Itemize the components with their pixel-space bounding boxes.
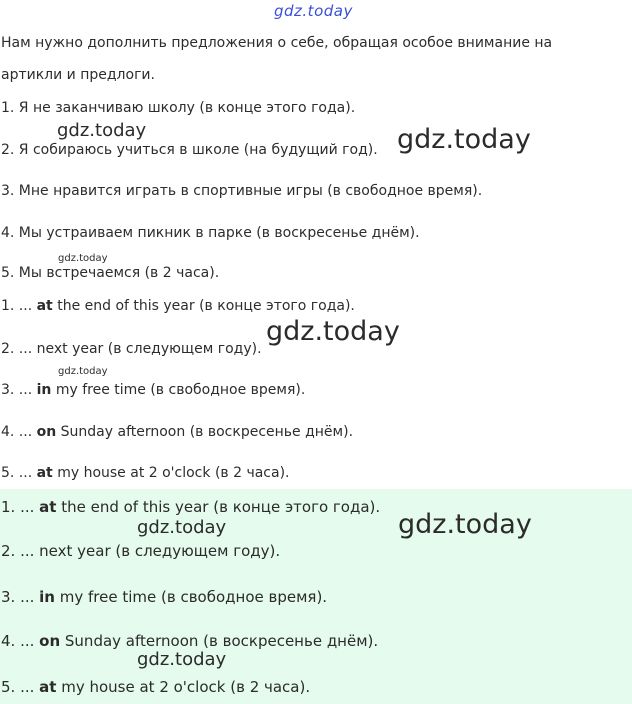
watermark-top: gdz.today: [274, 2, 353, 20]
sentence-3: 3. Мне нравится играть в спортивные игры (в свободное время).: [1, 183, 483, 199]
answer-box-item-2: 2. ... next year (в следующем году).: [1, 542, 281, 560]
watermark-mid-2: gdz.today: [137, 517, 227, 538]
sentence-1: 1. Я не заканчиваю школу (в конце этого года).: [1, 100, 356, 116]
answer-box-item-4: 4. ... on Sunday afternoon (в воскресенье днём).: [1, 632, 379, 650]
sentence-2: 2. Я собираюсь учиться в школе (на будущий год).: [1, 142, 378, 158]
watermark-big-2: gdz.today: [266, 316, 400, 347]
sentence-4: 4. Мы устраиваем пикник в парке (в воскресенье днём).: [1, 225, 420, 241]
watermark-small-1: gdz.today: [58, 253, 108, 264]
sentence-5: 5. Мы встречаемся (в 2 часа).: [1, 265, 220, 281]
answer-box-item-5: 5. ... at my house at 2 o'clock (в 2 часа).: [1, 678, 311, 696]
answer-box: [0, 489, 632, 704]
answer-1: 1. ... at the end of this year (в конце этого года).: [1, 298, 355, 314]
watermark-small-2: gdz.today: [58, 366, 108, 377]
intro-line-2: артикли и предлоги.: [1, 67, 155, 83]
answer-2: 2. ... next year (в следующем году).: [1, 341, 262, 357]
answer-3: 3. ... in my free time (в свободное время).: [1, 382, 306, 398]
answer-5: 5. ... at my house at 2 o'clock (в 2 часа).: [1, 465, 290, 481]
watermark-mid-3: gdz.today: [137, 649, 227, 670]
intro-line-1: Нам нужно дополнить предложения о себе, обращая особое внимание на: [1, 35, 553, 51]
answer-4: 4. ... on Sunday afternoon (в воскресенье днём).: [1, 424, 354, 440]
answer-box-item-3: 3. ... in my free time (в свободное время).: [1, 588, 328, 606]
watermark-mid-1: gdz.today: [57, 120, 147, 141]
answer-box-item-1: 1. ... at the end of this year (в конце этого года).: [1, 498, 381, 516]
watermark-big-1: gdz.today: [397, 124, 531, 155]
watermark-big-3: gdz.today: [398, 509, 532, 540]
